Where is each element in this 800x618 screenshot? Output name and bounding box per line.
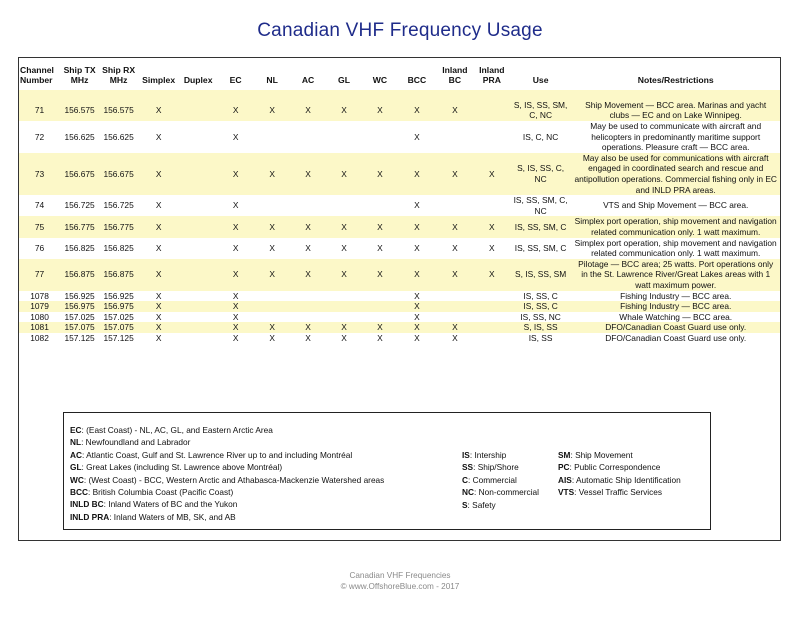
- legend-text: : Commercial: [468, 474, 517, 485]
- legend-text: : Safety: [467, 499, 496, 510]
- cell-inland-pra: [474, 301, 510, 312]
- cell-ec: X: [232, 332, 239, 343]
- cell-gl: [326, 312, 362, 323]
- cell-gl: [326, 195, 362, 216]
- header-simplex: Simplex: [142, 75, 176, 86]
- cell-wc: X: [362, 216, 398, 237]
- legend-code: AC: [70, 449, 82, 460]
- cell-inland-pra: [474, 312, 510, 323]
- cell-ec: X: [232, 242, 239, 253]
- legend-code: INLD PRA: [70, 511, 110, 522]
- legend-area-item: [70, 449, 384, 461]
- cell-inland-bc: [436, 312, 474, 323]
- legend-use-item: [558, 474, 681, 486]
- table-row: [19, 259, 780, 291]
- legend-use-item: [462, 474, 539, 486]
- cell-duplex: [179, 216, 217, 237]
- header-nl: NL: [266, 75, 278, 86]
- legend-use-item: [462, 499, 539, 511]
- cell-channel: 73: [19, 153, 60, 195]
- cell-gl: X: [326, 216, 362, 237]
- cell-ac: X: [290, 259, 326, 291]
- legend-text: : Ship/Shore: [473, 462, 519, 473]
- cell-wc: [362, 195, 398, 216]
- header-bcc: BCC: [407, 75, 427, 86]
- cell-wc: X: [362, 259, 398, 291]
- header-notes: Notes/Restrictions: [637, 75, 714, 86]
- cell-ship-tx: 157.025: [64, 311, 95, 322]
- cell-simplex: X: [138, 216, 179, 237]
- cell-ec: X: [217, 322, 254, 333]
- cell-gl: X: [326, 100, 362, 121]
- cell-duplex: [179, 301, 217, 312]
- cell-use: IS, SS, SM, C, NC: [513, 195, 568, 216]
- legend-text: : Automatic Ship Identification: [571, 474, 681, 485]
- cell-notes: May be used to communicate with aircraft and helicopters in predominantly maritime support operations. Pleasure craft — BCC area.: [590, 121, 762, 153]
- cell-inland-bc: X: [436, 259, 474, 291]
- legend-area-item: [70, 511, 384, 523]
- cell-inland-bc: X: [436, 216, 474, 237]
- cell-ac: X: [290, 100, 326, 121]
- cell-ship-rx: 157.125: [103, 332, 134, 343]
- cell-wc: X: [362, 322, 398, 333]
- cell-nl: X: [254, 153, 290, 195]
- cell-notes: Pilotage — BCC area; 25 watts. Port operations only in the St. Lawrence River/Great Lakes areas with 1 watt maximum power.: [571, 259, 780, 291]
- cell-bcc: X: [414, 290, 420, 301]
- frequency-table: [19, 63, 780, 343]
- cell-channel: 75: [19, 216, 60, 237]
- cell-ac: [290, 195, 326, 216]
- cell-channel: 1080: [30, 311, 49, 322]
- legend-text: : British Columbia Coast (Pacific Coast): [87, 487, 234, 498]
- cell-use: S, IS, SS, C, NC: [510, 153, 572, 195]
- legend-area-item: [70, 424, 384, 436]
- cell-ship-rx: 156.825: [103, 242, 134, 253]
- cell-simplex: X: [155, 242, 162, 253]
- table-row: [19, 238, 780, 259]
- cell-ship-rx: 156.625: [103, 131, 134, 142]
- cell-inland-pra: X: [474, 153, 510, 195]
- legend-code: NC: [462, 487, 474, 498]
- legend-code: NL: [70, 437, 82, 448]
- cell-inland-bc: X: [436, 100, 474, 121]
- cell-ship-tx: 156.625: [64, 131, 95, 142]
- cell-wc: X: [362, 100, 398, 121]
- cell-ac: [290, 301, 326, 312]
- legend-area-item: [70, 498, 384, 510]
- cell-wc: X: [362, 153, 398, 195]
- cell-channel: 1081: [19, 322, 60, 333]
- cell-bcc: X: [398, 259, 436, 291]
- cell-use: IS, C, NC: [522, 131, 559, 142]
- legend-code: C: [462, 474, 468, 485]
- cell-gl: X: [341, 332, 347, 343]
- legend-code: WC: [70, 474, 84, 485]
- cell-simplex: X: [155, 290, 162, 301]
- legend-text: : (East Coast) - NL, AC, GL, and Eastern Arctic Area: [81, 425, 273, 435]
- cell-ac: [290, 291, 326, 302]
- cell-inland-pra: X: [489, 242, 495, 253]
- legend-text: : (West Coast) - BCC, Western Arctic and Athabasca-Mackenzie Watershed areas: [83, 474, 385, 485]
- cell-ec: X: [217, 153, 254, 195]
- header-channel: Channel Number: [20, 65, 54, 86]
- cell-simplex: X: [155, 200, 162, 211]
- cell-duplex: [179, 121, 217, 153]
- cell-channel: 1082: [30, 332, 49, 343]
- cell-nl: X: [269, 332, 275, 343]
- legend-code: BCC: [70, 487, 88, 498]
- cell-ship-tx: 157.075: [60, 322, 99, 333]
- legend-areas: [70, 424, 384, 523]
- cell-duplex: [179, 153, 217, 195]
- cell-simplex: X: [138, 259, 179, 291]
- cell-inland-pra: [474, 100, 510, 121]
- cell-ec: X: [217, 259, 254, 291]
- cell-nl: [254, 291, 290, 302]
- cell-notes: Ship Movement — BCC area. Marinas and yacht clubs — EC and on Lake Winnipeg.: [571, 100, 780, 121]
- cell-use: S, IS, SS, SM, C, NC: [510, 100, 572, 121]
- table-row: [19, 216, 780, 237]
- cell-notes: DFO/Canadian Coast Guard use only.: [571, 322, 780, 333]
- cell-ac: X: [290, 216, 326, 237]
- legend-area-item: [70, 436, 384, 448]
- cell-channel: 1079: [19, 301, 60, 312]
- header-ac: AC: [301, 75, 315, 86]
- legend-area-item: [70, 461, 384, 473]
- cell-duplex: [179, 333, 217, 344]
- cell-notes: Fishing Industry — BCC area.: [620, 290, 732, 301]
- cell-bcc: X: [414, 332, 420, 343]
- cell-nl: X: [254, 259, 290, 291]
- cell-nl: [254, 121, 290, 153]
- table-row: [19, 100, 780, 121]
- header-inland-bc: Inland BC: [442, 65, 468, 86]
- cell-gl: X: [326, 259, 362, 291]
- cell-duplex: [179, 238, 217, 259]
- legend-text: : Atlantic Coast, Gulf and St. Lawrence River up to and including Montréal: [81, 449, 353, 460]
- cell-ship-rx: 156.775: [99, 216, 138, 237]
- cell-notes: Whale Watching — BCC area.: [619, 311, 733, 322]
- table-row: [19, 153, 780, 195]
- cell-channel: 74: [34, 200, 45, 211]
- legend-uses-left: [462, 449, 539, 511]
- header-duplex: Duplex: [183, 75, 213, 86]
- cell-gl: X: [326, 153, 362, 195]
- cell-inland-pra: X: [474, 259, 510, 291]
- legend-code: SM: [558, 450, 571, 460]
- table-spacer-row: [19, 90, 780, 100]
- cell-bcc: X: [398, 322, 436, 333]
- cell-ship-tx: 157.125: [64, 332, 95, 343]
- cell-ec: X: [232, 290, 239, 301]
- cell-inland-pra: [474, 322, 510, 333]
- cell-channel: 76: [34, 242, 45, 253]
- cell-ac: X: [290, 322, 326, 333]
- cell-gl: [326, 291, 362, 302]
- cell-wc: [362, 312, 398, 323]
- cell-simplex: X: [138, 322, 179, 333]
- cell-bcc: X: [398, 100, 436, 121]
- legend-text: : Inland Waters of MB, SK, and AB: [109, 511, 236, 522]
- cell-duplex: [179, 195, 217, 216]
- cell-ship-rx: 156.975: [99, 301, 138, 312]
- cell-channel: 1078: [30, 290, 49, 301]
- cell-notes: DFO/Canadian Coast Guard use only.: [605, 332, 747, 343]
- cell-bcc: X: [414, 131, 420, 142]
- header-inland-pra: Inland PRA: [479, 65, 505, 86]
- cell-wc: X: [377, 242, 383, 253]
- cell-notes: Simplex port operation, ship movement and navigation related communication only. 1 watt maximum.: [571, 216, 780, 237]
- cell-bcc: X: [414, 311, 420, 322]
- cell-ship-tx: 156.775: [60, 216, 99, 237]
- cell-ship-rx: 157.025: [103, 311, 134, 322]
- legend-area-item: [70, 486, 384, 498]
- legend-code: INLD BC: [70, 499, 104, 510]
- legend-use-item: [558, 486, 681, 498]
- cell-use: IS, SS, NC: [520, 311, 561, 322]
- cell-ship-tx: 156.875: [60, 259, 99, 291]
- cell-ac: X: [305, 332, 311, 343]
- cell-ac: X: [290, 153, 326, 195]
- table-body: [19, 90, 780, 344]
- cell-duplex: [179, 259, 217, 291]
- table-row: [19, 312, 780, 323]
- cell-use: IS, SS, C: [523, 290, 558, 301]
- legend-code: IS: [462, 450, 470, 460]
- cell-inland-bc: X: [436, 322, 474, 333]
- cell-ship-tx: 156.575: [60, 100, 99, 121]
- legend-text: : Ship Movement: [570, 450, 633, 460]
- cell-bcc: X: [398, 301, 436, 312]
- cell-duplex: [179, 322, 217, 333]
- cell-ship-tx: 156.675: [60, 153, 99, 195]
- cell-ship-rx: 156.725: [103, 200, 134, 211]
- cell-inland-bc: X: [436, 153, 474, 195]
- cell-ship-rx: 157.075: [99, 322, 138, 333]
- cell-inland-pra: [474, 333, 510, 344]
- header-row: [19, 63, 780, 90]
- cell-notes: Simplex port operation, ship movement and navigation related communication only. 1 watt maximum.: [574, 237, 777, 259]
- cell-ship-rx: 156.675: [99, 153, 138, 195]
- cell-duplex: [179, 100, 217, 121]
- cell-inland-bc: [436, 301, 474, 312]
- cell-bcc: X: [414, 200, 420, 211]
- cell-simplex: X: [138, 100, 179, 121]
- spacer-cell: [19, 90, 780, 100]
- cell-ac: [290, 312, 326, 323]
- table-row: [19, 291, 780, 302]
- cell-ec: X: [217, 301, 254, 312]
- cell-nl: X: [254, 100, 290, 121]
- legend-text: : Intership: [469, 450, 507, 460]
- header-wc: WC: [372, 75, 388, 86]
- cell-inland-bc: X: [452, 332, 458, 343]
- header-ec: EC: [229, 75, 242, 86]
- cell-channel: 71: [19, 100, 60, 121]
- cell-use: IS, SS, C: [510, 301, 572, 312]
- legend-code: GL: [70, 462, 82, 473]
- cell-gl: X: [341, 242, 347, 253]
- cell-duplex: [179, 312, 217, 323]
- cell-nl: [254, 195, 290, 216]
- footer-title: Canadian VHF Frequencies: [349, 571, 451, 580]
- table-row: [19, 322, 780, 333]
- cell-ec: X: [217, 216, 254, 237]
- cell-inland-bc: [436, 291, 474, 302]
- cell-simplex: X: [138, 301, 179, 312]
- cell-nl: X: [254, 216, 290, 237]
- cell-ship-tx: 156.925: [64, 290, 95, 301]
- cell-use: IS, SS, SM, C: [510, 216, 572, 237]
- cell-notes: May also be used for communications with aircraft engaged in coordinated search and rescue and antipollution operations. Commercial fishing only in EC and INLD PRA areas.: [571, 153, 780, 195]
- cell-nl: X: [254, 322, 290, 333]
- cell-ac: [290, 121, 326, 153]
- table-row: [19, 121, 780, 153]
- table-row: [19, 333, 780, 344]
- cell-channel: 72: [34, 131, 45, 142]
- cell-use: IS, SS, SM, C: [514, 242, 567, 253]
- cell-notes: VTS and Ship Movement — BCC area.: [603, 200, 749, 211]
- header-use: Use: [532, 75, 549, 86]
- footer-copyright: © www.OffshoreBlue.com - 2017: [340, 582, 460, 591]
- legend-text: : Vessel Traffic Services: [574, 487, 663, 498]
- cell-inland-pra: X: [474, 216, 510, 237]
- cell-inland-bc: [436, 121, 474, 153]
- cell-wc: [362, 291, 398, 302]
- cell-ship-rx: 156.575: [99, 100, 138, 121]
- cell-use: S, IS, SS: [510, 322, 572, 333]
- cell-inland-bc: X: [452, 242, 458, 253]
- legend-code: VTS: [558, 487, 575, 498]
- cell-simplex: X: [155, 332, 162, 343]
- legend-code: S: [462, 499, 468, 510]
- cell-duplex: [179, 291, 217, 302]
- header-ship-rx: Ship RX MHz: [102, 65, 136, 86]
- cell-inland-pra: [474, 121, 510, 153]
- legend-code: PC: [558, 462, 570, 473]
- cell-ship-tx: 156.825: [64, 242, 95, 253]
- cell-gl: [326, 121, 362, 153]
- legend-text: : Non-commercial: [473, 487, 539, 498]
- legend-area-item: [70, 474, 384, 486]
- legend-uses-right: [558, 449, 681, 499]
- legend-use-item: [462, 449, 539, 461]
- header-ship-tx: Ship TX MHz: [63, 65, 96, 86]
- legend-use-item: [462, 461, 539, 473]
- table-row: [19, 301, 780, 312]
- cell-ac: X: [305, 242, 311, 253]
- legend-use-item: [558, 461, 681, 473]
- cell-bcc: X: [398, 153, 436, 195]
- cell-ec: X: [232, 311, 239, 322]
- cell-simplex: X: [155, 311, 162, 322]
- legend-text: : Newfoundland and Labrador: [81, 437, 191, 448]
- cell-ship-rx: 156.875: [99, 259, 138, 291]
- legend-use-item: [558, 449, 681, 461]
- cell-ec: X: [232, 200, 239, 211]
- legend-use-item: [462, 486, 539, 498]
- cell-inland-pra: [474, 291, 510, 302]
- cell-notes: Fishing Industry — BCC area.: [571, 301, 780, 312]
- legend-text: : Great Lakes (including St. Lawrence above Montréal): [81, 462, 283, 473]
- cell-simplex: X: [155, 131, 162, 142]
- legend-text: : Inland Waters of BC and the Yukon: [103, 499, 238, 510]
- cell-inland-bc: [436, 195, 474, 216]
- cell-bcc: X: [398, 216, 436, 237]
- cell-ec: X: [217, 100, 254, 121]
- cell-use: IS, SS: [528, 332, 553, 343]
- legend-box: [63, 412, 711, 530]
- cell-use: S, IS, SS, SM: [510, 259, 572, 291]
- cell-wc: [362, 121, 398, 153]
- table-row: [19, 195, 780, 216]
- legend-code: SS: [462, 462, 474, 473]
- legend-code: AIS: [558, 474, 572, 485]
- cell-ship-tx: 156.725: [64, 200, 95, 211]
- cell-simplex: X: [138, 153, 179, 195]
- cell-nl: X: [269, 242, 275, 253]
- cell-inland-pra: [474, 195, 510, 216]
- cell-gl: X: [326, 322, 362, 333]
- legend-text: : Public Correspondence: [569, 462, 661, 473]
- legend-code: EC: [70, 425, 82, 435]
- cell-ec: X: [232, 131, 239, 142]
- cell-bcc: X: [414, 242, 420, 253]
- cell-ship-tx: 156.975: [60, 301, 99, 312]
- cell-nl: [254, 312, 290, 323]
- header-gl: GL: [338, 75, 350, 86]
- cell-wc: X: [377, 332, 383, 343]
- cell-channel: 77: [19, 259, 60, 291]
- page-title: Canadian VHF Frequency Usage: [257, 20, 543, 41]
- cell-gl: [326, 301, 362, 312]
- cell-wc: [362, 301, 398, 312]
- cell-nl: [254, 301, 290, 312]
- cell-ship-rx: 156.925: [103, 290, 134, 301]
